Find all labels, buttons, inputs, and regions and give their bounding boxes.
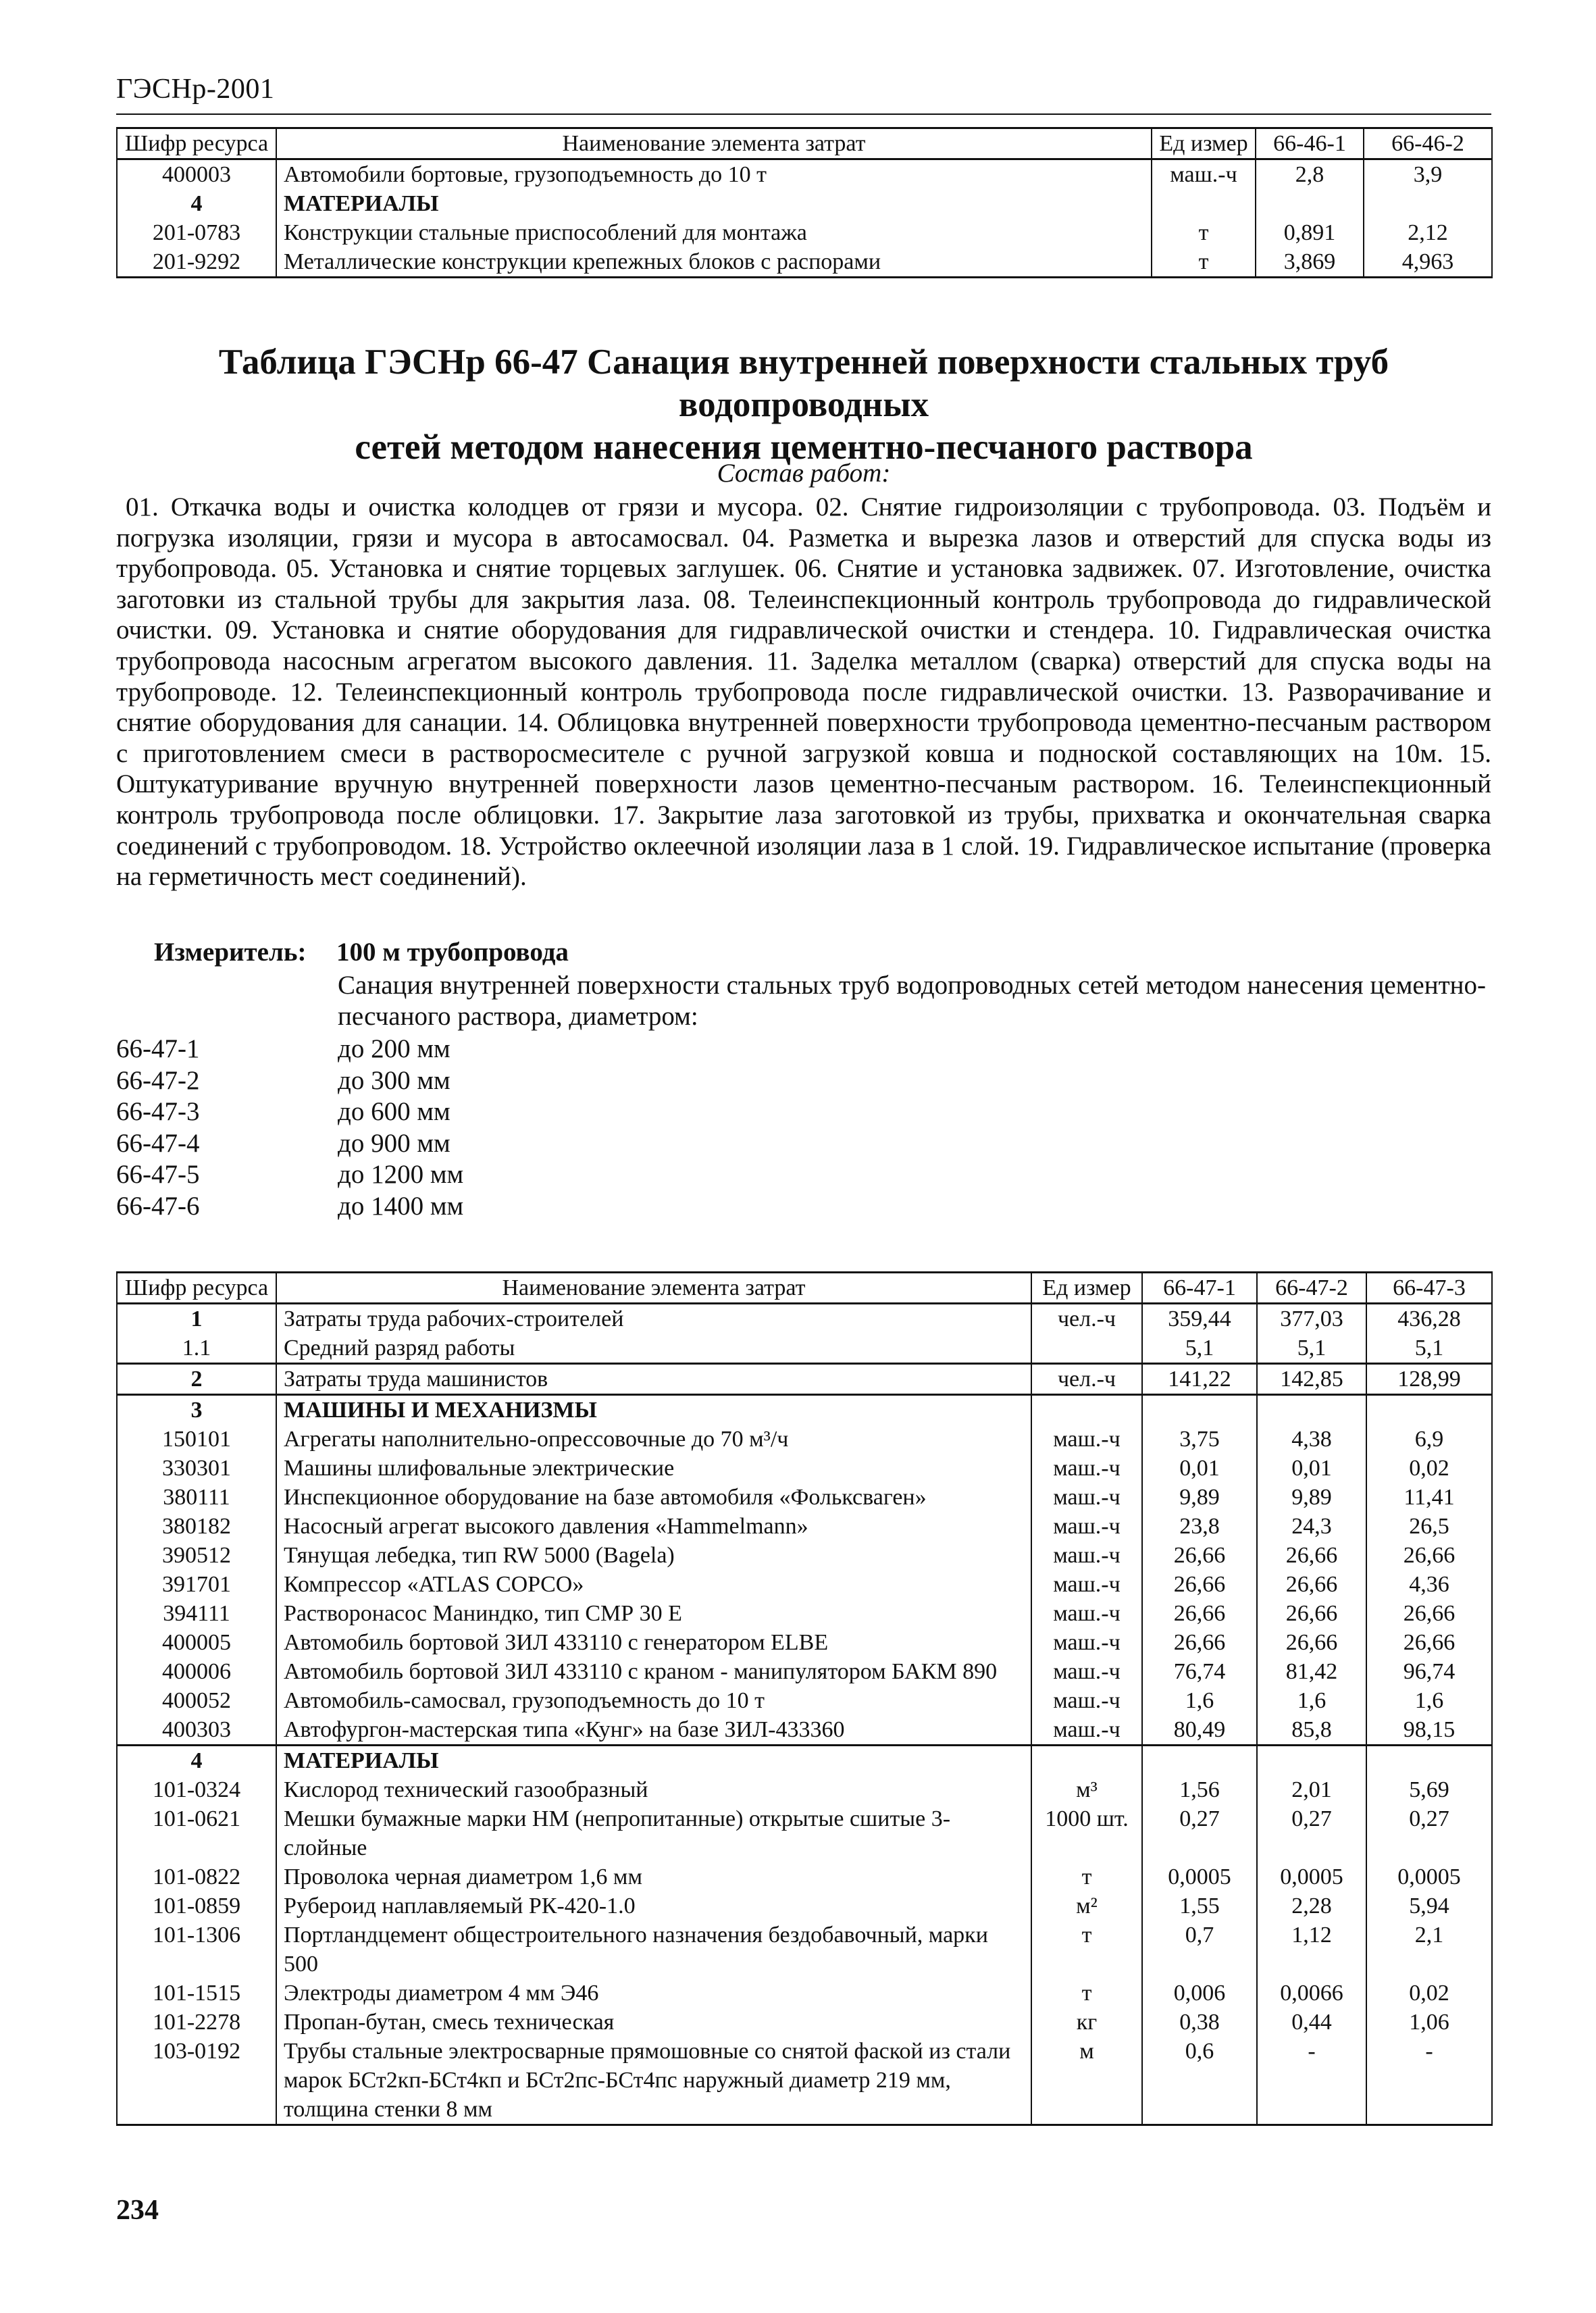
table-cell-unit: маш.-ч — [1031, 1686, 1142, 1715]
table-cell-name: Автомобили бортовые, грузоподъемность до 10 т — [276, 159, 1152, 190]
table-cell-val: 26,66 — [1142, 1570, 1257, 1599]
table-cell-name: Трубы стальные электросварные прямошовные со снятой фаской из стали марок БСт2кп-БСт4кп и БСт2пс-БСт4пс наружный диаметр 219 мм, толщина стенки 8 мм — [276, 2037, 1031, 2125]
variant-diameter: до 900 мм — [338, 1128, 451, 1158]
variant-diameter: до 1200 мм — [338, 1160, 464, 1189]
table-cell-val — [1366, 1746, 1492, 1776]
table-cell-code: 150101 — [117, 1425, 276, 1454]
table-cell-name: Затраты труда рабочих-строителей — [276, 1304, 1031, 1334]
meter-label: Измеритель: — [154, 938, 307, 967]
table-cell-val: 0,0066 — [1257, 1979, 1366, 2008]
table-row — [117, 1891, 1492, 1921]
table-cell-code: 380182 — [117, 1512, 276, 1541]
table-header-row — [117, 128, 1492, 159]
table-cell-name: Автомобиль бортовой ЗИЛ 433110 с генератором ELBE — [276, 1628, 1031, 1657]
table-cell-unit: м — [1031, 2037, 1142, 2125]
table-cell-val: 6,9 — [1366, 1425, 1492, 1454]
meter-line — [154, 937, 569, 967]
table-row — [117, 1512, 1492, 1541]
column-header: 66-46-1 — [1256, 128, 1364, 159]
table-cell-val: 0,7 — [1142, 1921, 1257, 1979]
table-cell-val: 26,66 — [1366, 1628, 1492, 1657]
variant-item — [116, 1065, 463, 1097]
table-cell-name: МАТЕРИАЛЫ — [276, 1746, 1031, 1776]
table-cell-code: 101-0822 — [117, 1862, 276, 1891]
table-cell-val: 26,66 — [1142, 1599, 1257, 1628]
variants-description: Санация внутренней поверхности стальных труб водопроводных сетей методом нанесения цементно-песчаного раствора, диаметром: — [338, 971, 1486, 1031]
table-cell-code: 101-0859 — [117, 1891, 276, 1921]
variant-code: 66-47-3 — [116, 1097, 200, 1126]
table-title-line: сетей методом нанесения цементно-песчаного раствора — [355, 428, 1253, 467]
table-row — [117, 1425, 1492, 1454]
table-cell-unit — [1152, 189, 1256, 218]
table-cell-unit: маш.-ч — [1031, 1657, 1142, 1686]
table-cell-val: 98,15 — [1366, 1715, 1492, 1746]
variant-item — [116, 1034, 463, 1065]
table-cell-val: 141,22 — [1142, 1364, 1257, 1395]
table-cell-name: Инспекционное оборудование на базе автомобиля «Фольксваген» — [276, 1483, 1031, 1512]
table-cell-unit: т — [1031, 1921, 1142, 1979]
table-cell-unit: кг — [1031, 2008, 1142, 2037]
work-composition-caption: Состав работ: — [717, 459, 891, 488]
table-row — [117, 1483, 1492, 1512]
table-cell-name: Тянущая лебедка, тип RW 5000 (Bagela) — [276, 1541, 1031, 1570]
table-cell-val: 0,891 — [1256, 218, 1364, 247]
table-cell-val: 2,1 — [1366, 1921, 1492, 1979]
table-cell-name: Мешки бумажные марки НМ (непропитанные) открытые сшитые 3-слойные — [276, 1804, 1031, 1862]
table-cell-val: 26,5 — [1366, 1512, 1492, 1541]
table-cell-val: 26,66 — [1142, 1628, 1257, 1657]
table-cell-code: 400052 — [117, 1686, 276, 1715]
table-cell-val: 0,27 — [1366, 1804, 1492, 1862]
table-cell-code: 1.1 — [117, 1333, 276, 1364]
table-cell-val: 9,89 — [1142, 1483, 1257, 1512]
table-cell-unit: маш.-ч — [1031, 1483, 1142, 1512]
table-header-row — [117, 1273, 1492, 1304]
table-section-row — [117, 1746, 1492, 1776]
table-cell-val — [1257, 1395, 1366, 1425]
table-row — [117, 1979, 1492, 2008]
table-row — [117, 1715, 1492, 1746]
column-header: 66-46-2 — [1364, 128, 1492, 159]
table-cell-val: 5,94 — [1366, 1891, 1492, 1921]
table-cell-code: 103-0192 — [117, 2037, 276, 2125]
table-cell-name: Кислород технический газообразный — [276, 1775, 1031, 1804]
table-cell-code: 400005 — [117, 1628, 276, 1657]
table-title — [116, 341, 1491, 469]
column-header: Шифр ресурса — [117, 1273, 276, 1304]
table-cell-val: 23,8 — [1142, 1512, 1257, 1541]
table-cell-val: 2,28 — [1257, 1891, 1366, 1921]
table-cell-val: 11,41 — [1366, 1483, 1492, 1512]
table-cell-val: 9,89 — [1257, 1483, 1366, 1512]
table-cell-val — [1257, 1746, 1366, 1776]
table-cell-val: 5,1 — [1257, 1333, 1366, 1364]
table-cell-val — [1366, 1395, 1492, 1425]
table-cell-name: Машины шлифовальные электрические — [276, 1454, 1031, 1483]
table-row — [117, 218, 1492, 247]
table-cell-code: 101-0324 — [117, 1775, 276, 1804]
table-cell-name: Рубероид наплавляемый РК-420-1.0 — [276, 1891, 1031, 1921]
table-cell-unit: маш.-ч — [1031, 1425, 1142, 1454]
variant-code: 66-47-5 — [116, 1160, 200, 1189]
table-cell-val — [1142, 1395, 1257, 1425]
column-header: 66-47-1 — [1142, 1273, 1257, 1304]
column-header: 66-47-3 — [1366, 1273, 1492, 1304]
table-cell-unit: м³ — [1031, 1775, 1142, 1804]
table-cell-val: 0,0005 — [1142, 1862, 1257, 1891]
table-cell-code: 101-1515 — [117, 1979, 276, 2008]
table-cell-val: 26,66 — [1142, 1541, 1257, 1570]
table-row — [117, 2008, 1492, 2037]
table-row — [117, 1454, 1492, 1483]
table-row — [117, 1686, 1492, 1715]
column-header: 66-47-2 — [1257, 1273, 1366, 1304]
table-cell-val: 1,56 — [1142, 1775, 1257, 1804]
table-cell-unit: маш.-ч — [1031, 1628, 1142, 1657]
table-cell-unit — [1031, 1746, 1142, 1776]
work-composition-text: 01. Откачка воды и очистка колодцев от грязи и мусора. 02. Снятие гидроизоляции с трубопровода. 03. Подъём и погрузка изоляции, грязи и мусора в автосамосвал. 04. Разметка и вырезка лазов и отверстий для спуска воды из трубопровода. 05. Установка и снятие торцевых заглушек. 06. Снятие и установка задвижек. 07. Изготовление, очистка заготовки из стальной трубы для закрытия лаза. 08. Телеинспекционный контроль трубопровода до гидравлической очистки. 09. Установка и снятие оборудования для гидравлической очистки и стендера. 10. Гидравлическая очистка трубопровода насосным агрегатом высокого давления. 11. Заделка металлом (сварка) отверстий для спуска воды на трубопроводе. 12. Телеинспекционный контроль трубопровода после гидравлической очистки. 13. Разворачивание и снятие оборудования для санации. 14. Облицовка внутренней поверхности трубопровода цементно-песчаным раствором с приготовлением смеси в растворосмесителе с ручной загрузкой ковша и подноской составляющих на 10м. 15. Оштукатуривание вручную внутренней поверхности лазов цементно-песчаным раствором. 16. Телеинспекционный контроль трубопровода после облицовки. 17. Закрытие лаза заготовкой из трубы, прихватка и окончательная сварка соединений с трубопроводом. 18. Устройство оклеечной изоляции лаза в 1 слой. 19. Гидравлическое испытание (проверка на герметичность мест соединений). — [116, 492, 1491, 892]
table-cell-val: 5,1 — [1366, 1333, 1492, 1364]
table-cell-code: 400006 — [117, 1657, 276, 1686]
table-cell-code: 201-0783 — [117, 218, 276, 247]
table-row — [117, 1364, 1492, 1395]
table-cell-code: 3 — [117, 1395, 276, 1425]
table-cell-val: 5,69 — [1366, 1775, 1492, 1804]
table-cell-val: 0,01 — [1257, 1454, 1366, 1483]
continued-resource-table — [116, 127, 1493, 278]
variant-diameter: до 200 мм — [338, 1034, 451, 1063]
table-cell-val: 0,44 — [1257, 2008, 1366, 2037]
table-cell-unit: 1000 шт. — [1031, 1804, 1142, 1862]
table-section-row — [117, 1395, 1492, 1425]
table-cell-unit: маш.-ч — [1031, 1599, 1142, 1628]
variant-code: 66-47-2 — [116, 1065, 200, 1095]
table-cell-name: Электроды диаметром 4 мм Э46 — [276, 1979, 1031, 2008]
table-cell-name: Автомобиль-самосвал, грузоподъемность до 10 т — [276, 1686, 1031, 1715]
table-cell-unit — [1031, 1333, 1142, 1364]
variant-item — [116, 1159, 463, 1191]
table-cell-val: 26,66 — [1366, 1599, 1492, 1628]
table-cell-val: - — [1366, 2037, 1492, 2125]
table-row — [117, 1804, 1492, 1862]
table-cell-val: 85,8 — [1257, 1715, 1366, 1746]
table-cell-val: 26,66 — [1366, 1541, 1492, 1570]
table-row — [117, 1628, 1492, 1657]
table-cell-val: 1,06 — [1366, 2008, 1492, 2037]
table-cell-val: 4,36 — [1366, 1570, 1492, 1599]
table-cell-code: 2 — [117, 1364, 276, 1395]
resource-table — [116, 1271, 1493, 2126]
table-cell-val: 142,85 — [1257, 1364, 1366, 1395]
table-section-row — [117, 189, 1492, 218]
variant-code: 66-47-6 — [116, 1191, 200, 1221]
table-cell-unit: маш.-ч — [1031, 1570, 1142, 1599]
variant-diameter: до 600 мм — [338, 1097, 451, 1126]
table-cell-unit: маш.-ч — [1031, 1541, 1142, 1570]
variant-item — [116, 1191, 463, 1223]
table-cell-val: 0,6 — [1142, 2037, 1257, 2125]
table-cell-val: - — [1257, 2037, 1366, 2125]
table-row — [117, 1333, 1492, 1364]
table-cell-val: 76,74 — [1142, 1657, 1257, 1686]
table-row — [117, 1775, 1492, 1804]
column-header: Ед измер — [1031, 1273, 1142, 1304]
table-cell-val: 5,1 — [1142, 1333, 1257, 1364]
column-header: Ед измер — [1152, 128, 1256, 159]
column-header: Наименование элемента затрат — [276, 128, 1152, 159]
table-row — [117, 1657, 1492, 1686]
table-row — [117, 1862, 1492, 1891]
table-cell-unit: т — [1031, 1979, 1142, 2008]
table-cell-val — [1142, 1746, 1257, 1776]
table-cell-val: 24,3 — [1257, 1512, 1366, 1541]
table-cell-val: 1,12 — [1257, 1921, 1366, 1979]
table-cell-unit: маш.-ч — [1031, 1715, 1142, 1746]
table-cell-val: 96,74 — [1366, 1657, 1492, 1686]
table-cell-val: 1,6 — [1257, 1686, 1366, 1715]
variant-item — [116, 1096, 463, 1128]
table-cell-val: 0,006 — [1142, 1979, 1257, 2008]
table-cell-name: Автофургон-мастерская типа «Кунг» на базе ЗИЛ-433360 — [276, 1715, 1031, 1746]
table-cell-val: 0,02 — [1366, 1454, 1492, 1483]
table-cell-val: 26,66 — [1257, 1570, 1366, 1599]
table-row — [117, 2037, 1492, 2125]
table-cell-name: Пропан-бутан, смесь техническая — [276, 2008, 1031, 2037]
table-cell-val: 0,0005 — [1257, 1862, 1366, 1891]
table-cell-code: 201-9292 — [117, 247, 276, 278]
table-cell-name: Конструкции стальные приспособлений для монтажа — [276, 218, 1152, 247]
table-cell-val: 2,8 — [1256, 159, 1364, 190]
table-cell-unit: маш.-ч — [1031, 1454, 1142, 1483]
variants-list — [116, 1034, 463, 1222]
table-cell-code: 101-2278 — [117, 2008, 276, 2037]
table-cell-val: 26,66 — [1257, 1628, 1366, 1657]
table-cell-val: 0,01 — [1142, 1454, 1257, 1483]
table-cell-name: Агрегаты наполнительно-опрессовочные до 70 м³/ч — [276, 1425, 1031, 1454]
table-cell-code: 394111 — [117, 1599, 276, 1628]
table-cell-unit: т — [1152, 247, 1256, 278]
table-cell-val: 80,49 — [1142, 1715, 1257, 1746]
table-row — [117, 1921, 1492, 1979]
table-cell-val: 81,42 — [1257, 1657, 1366, 1686]
table-cell-unit: чел.-ч — [1031, 1304, 1142, 1334]
variant-item — [116, 1128, 463, 1160]
table-cell-val: 436,28 — [1366, 1304, 1492, 1334]
table-cell-val — [1256, 189, 1364, 218]
table-cell-code: 101-1306 — [117, 1921, 276, 1979]
table-cell-name: МАТЕРИАЛЫ — [276, 189, 1152, 218]
table-cell-code: 390512 — [117, 1541, 276, 1570]
table-cell-code: 4 — [117, 189, 276, 218]
table-cell-name: Растворонасос Маниндко, тип СМР 30 Е — [276, 1599, 1031, 1628]
table-cell-val: 1,6 — [1366, 1686, 1492, 1715]
table-cell-code: 4 — [117, 1746, 276, 1776]
table-cell-val: 4,963 — [1364, 247, 1492, 278]
table-cell-code: 1 — [117, 1304, 276, 1334]
table-cell-unit: т — [1152, 218, 1256, 247]
table-cell-code: 330301 — [117, 1454, 276, 1483]
table-cell-val: 377,03 — [1257, 1304, 1366, 1334]
table-cell-name: Затраты труда машинистов — [276, 1364, 1031, 1395]
table-cell-name: Средний разряд работы — [276, 1333, 1031, 1364]
table-cell-unit — [1031, 1395, 1142, 1425]
running-header: ГЭСНр-2001 — [116, 74, 275, 105]
table-cell-val: 3,869 — [1256, 247, 1364, 278]
column-header: Наименование элемента затрат — [276, 1273, 1031, 1304]
table-cell-code: 400003 — [117, 159, 276, 190]
meter-value: 100 м трубопровода — [336, 938, 569, 967]
table-cell-val: 0,02 — [1366, 1979, 1492, 2008]
table-cell-val: 2,12 — [1364, 218, 1492, 247]
column-header: Шифр ресурса — [117, 128, 276, 159]
table-row — [117, 1304, 1492, 1334]
table-cell-val: 3,75 — [1142, 1425, 1257, 1454]
table-cell-val: 0,0005 — [1366, 1862, 1492, 1891]
variant-diameter: до 1400 мм — [338, 1191, 464, 1221]
table-cell-name: Металлические конструкции крепежных блоков с распорами — [276, 247, 1152, 278]
table-cell-code: 101-0621 — [117, 1804, 276, 1862]
table-cell-val: 0,27 — [1257, 1804, 1366, 1862]
table-cell-val: 0,27 — [1142, 1804, 1257, 1862]
table-cell-unit: м² — [1031, 1891, 1142, 1921]
table-cell-unit: чел.-ч — [1031, 1364, 1142, 1395]
table-cell-unit: маш.-ч — [1031, 1512, 1142, 1541]
page-number: 234 — [116, 2195, 159, 2226]
table-cell-code: 400303 — [117, 1715, 276, 1746]
table-cell-name: Автомобиль бортовой ЗИЛ 433110 с краном - манипулятором БАКМ 890 — [276, 1657, 1031, 1686]
table-cell-val: 1,55 — [1142, 1891, 1257, 1921]
table-cell-name: Проволока черная диаметром 1,6 мм — [276, 1862, 1031, 1891]
table-cell-name: Портландцемент общестроительного назначения бездобавочный, марки 500 — [276, 1921, 1031, 1979]
table-cell-val: 128,99 — [1366, 1364, 1492, 1395]
table-cell-code: 380111 — [117, 1483, 276, 1512]
table-row — [117, 1541, 1492, 1570]
table-cell-unit: маш.-ч — [1152, 159, 1256, 190]
table-cell-unit: т — [1031, 1862, 1142, 1891]
variant-code: 66-47-1 — [116, 1034, 200, 1063]
table-row — [117, 247, 1492, 278]
table-cell-name: Насосный агрегат высокого давления «Hammelmann» — [276, 1512, 1031, 1541]
table-cell-val: 1,6 — [1142, 1686, 1257, 1715]
table-cell-val: 2,01 — [1257, 1775, 1366, 1804]
table-cell-val: 26,66 — [1257, 1541, 1366, 1570]
table-cell-val: 0,38 — [1142, 2008, 1257, 2037]
table-cell-val: 359,44 — [1142, 1304, 1257, 1334]
table-cell-code: 391701 — [117, 1570, 276, 1599]
table-cell-val: 26,66 — [1257, 1599, 1366, 1628]
table-row — [117, 1570, 1492, 1599]
table-title-line: Таблица ГЭСНр 66-47 Санация внутренней поверхности стальных труб водопроводных — [218, 342, 1389, 424]
table-row — [117, 159, 1492, 190]
table-cell-val — [1364, 189, 1492, 218]
table-cell-val: 4,38 — [1257, 1425, 1366, 1454]
variant-diameter: до 300 мм — [338, 1065, 451, 1095]
table-cell-val: 3,9 — [1364, 159, 1492, 190]
table-cell-name: Компрессор «ATLAS COPCO» — [276, 1570, 1031, 1599]
table-row — [117, 1599, 1492, 1628]
table-cell-name: МАШИНЫ И МЕХАНИЗМЫ — [276, 1395, 1031, 1425]
variant-code: 66-47-4 — [116, 1128, 200, 1158]
header-rule — [116, 113, 1491, 115]
